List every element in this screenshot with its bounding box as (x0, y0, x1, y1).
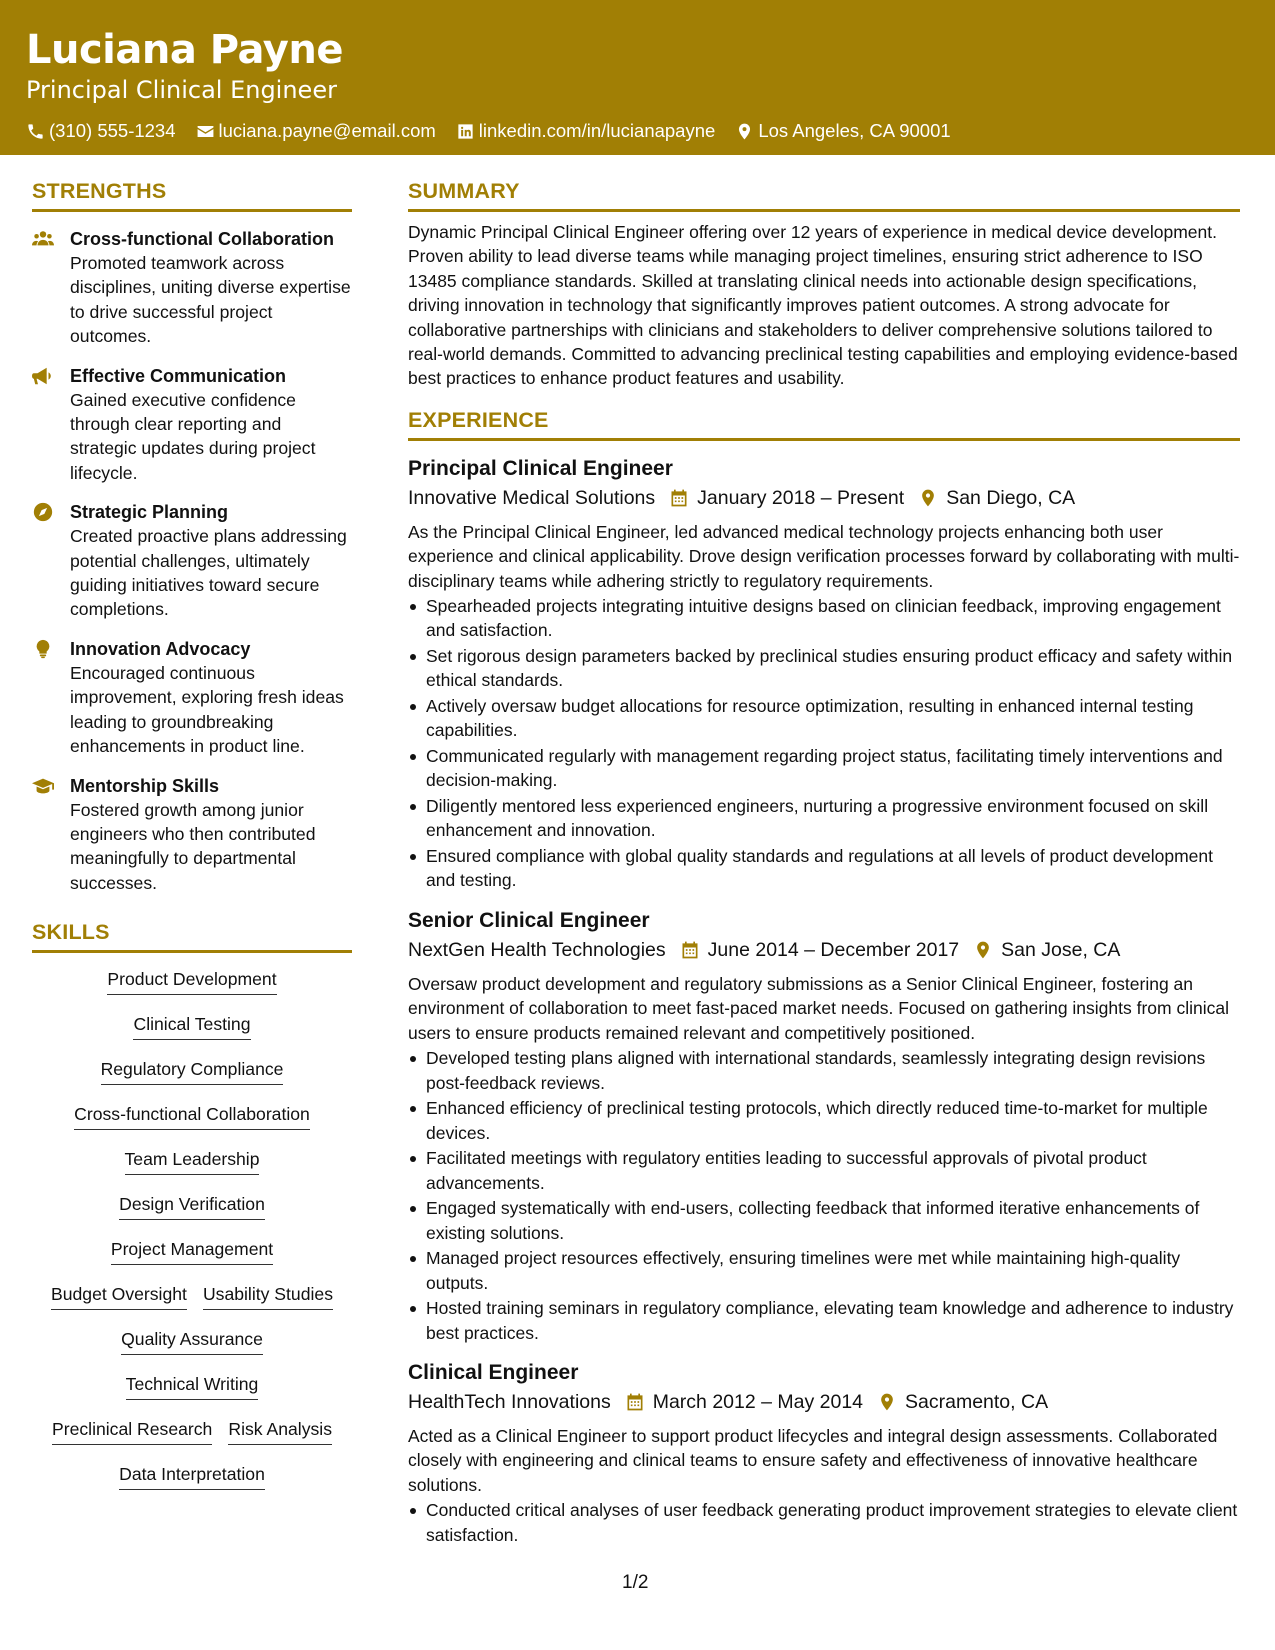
job-entry (408, 907, 1240, 1345)
strength-item (32, 227, 352, 349)
strength-title: Strategic Planning (70, 502, 229, 523)
contact-location (735, 120, 950, 142)
skills-list (32, 967, 352, 1507)
company-name: NextGen Health Technologies (408, 938, 666, 961)
strengths-heading: STRENGTHS (32, 178, 352, 212)
job-description: Oversaw product development and regulatory submissions as a Senior Clinical Engineer, fostering an environment of collaboration to meet fast-paced market needs. Focused on gathering insights from clinical users to ensure products remained relevant and competitively positioned. (408, 973, 1229, 1043)
job-location (918, 484, 1075, 512)
calendar-icon (625, 1392, 645, 1412)
calendar-icon (669, 488, 689, 508)
summary-text: Dynamic Principal Clinical Engineer offering over 12 years of experience in medical device development. Proven ability to lead diverse teams while managing project timelines, ensuring strict adherence to ISO 13485 compliance standards. Skilled at translating clinical needs into actionable design specifications, driving innovation in technology that significantly improves patient outcomes. A strong advocate for collaborative partnerships with clinicians and stakeholders to deliver comprehensive solutions tailored to real-world demands. Committed to advancing preclinical testing capabilities and employing evidence-based best practices to enhance product features and usability. (408, 222, 1238, 389)
left-column (32, 178, 352, 1507)
bullet-item: Hosted training seminars in regulatory compliance, elevating team knowledge and adherence to industry best practices. (408, 1296, 1240, 1345)
skill-tag: Budget Oversight (51, 1282, 187, 1310)
contact-bar (26, 120, 1275, 142)
bullet-item: Actively oversaw budget allocations for resource optimization, resulting in enhanced internal testing capabilities. (408, 694, 1240, 743)
strength-title: Mentorship Skills (70, 775, 220, 796)
strength-desc: Created proactive plans addressing potential challenges, ultimately guiding initiatives toward secure completions. (70, 526, 347, 620)
company-name: HealthTech Innovations (408, 1390, 611, 1413)
job-entry (408, 1359, 1240, 1547)
job-dates (625, 1388, 863, 1416)
skill-tag: Clinical Testing (133, 1012, 250, 1040)
job-location (973, 936, 1120, 964)
job-location (877, 1388, 1048, 1416)
bullet-item: Conducted critical analyses of user feedback generating product improvement strategies to elevate client satisfaction. (408, 1498, 1240, 1547)
skill-tag: Quality Assurance (121, 1327, 263, 1355)
company-name: Innovative Medical Solutions (408, 486, 656, 509)
skills-heading: SKILLS (32, 919, 352, 953)
skill-tag: Regulatory Compliance (101, 1057, 284, 1085)
page-number: 1/2 (622, 1572, 649, 1593)
strength-desc: Fostered growth among junior engineers who then contributed meaningfully to departmental successes. (70, 799, 316, 893)
job-company (408, 1388, 611, 1416)
map-pin-icon (735, 122, 754, 141)
dates-text: June 2014 – December 2017 (707, 938, 960, 961)
job-dates (680, 936, 960, 964)
location-text: San Jose, CA (1001, 938, 1121, 961)
skill-tag: Preclinical Research (52, 1417, 212, 1445)
strength-item (32, 364, 352, 486)
graduation-cap-icon (32, 776, 54, 796)
bullet-item: Diligently mentored less experienced engineers, nurturing a progressive environment focused on skill enhancement and innovation. (408, 794, 1240, 843)
strength-item (32, 500, 352, 622)
users-icon (32, 229, 54, 249)
megaphone-icon (32, 366, 54, 386)
job-title: Clinical Engineer (408, 1360, 579, 1384)
bullet-item: Engaged systematically with end-users, collecting feedback that informed iterative enhancements of existing solutions. (408, 1196, 1240, 1245)
skill-tag: Cross-functional Collaboration (74, 1102, 310, 1130)
strength-title: Effective Communication (70, 365, 287, 386)
job-bullets (408, 1046, 1240, 1345)
map-pin-icon (877, 1392, 897, 1412)
linkedin-text[interactable]: linkedin.com/in/lucianapayne (478, 120, 716, 141)
envelope-icon (196, 122, 215, 141)
candidate-title: Principal Clinical Engineer (26, 76, 337, 104)
skill-tag: Team Leadership (125, 1147, 260, 1175)
candidate-name: Luciana Payne (26, 27, 343, 73)
contact-phone (26, 120, 176, 142)
right-column (408, 178, 1240, 1548)
experience-heading: EXPERIENCE (408, 407, 1240, 441)
job-title: Senior Clinical Engineer (408, 908, 650, 932)
location-text: San Diego, CA (946, 486, 1076, 509)
contact-linkedin[interactable] (456, 120, 716, 142)
job-company (408, 936, 666, 964)
bullet-item: Spearheaded projects integrating intuitive designs based on clinician feedback, improving engagement and satisfaction. (408, 594, 1240, 643)
dates-text: January 2018 – Present (697, 486, 905, 509)
strength-item (32, 637, 352, 759)
strength-desc: Encouraged continuous improvement, exploring fresh ideas leading to groundbreaking enhancements in product line. (70, 662, 344, 757)
skill-tag: Design Verification (119, 1192, 265, 1220)
strength-item (32, 774, 352, 896)
bullet-item: Facilitated meetings with regulatory entities leading to successful approvals of pivotal product advancements. (408, 1146, 1240, 1195)
skill-tag: Usability Studies (203, 1282, 333, 1310)
bullet-item: Set rigorous design parameters backed by preclinical studies ensuring product efficacy and safety within ethical standards. (408, 644, 1240, 693)
bullet-item: Ensured compliance with global quality standards and regulations at all levels of product development and testing. (408, 844, 1240, 893)
compass-icon (32, 502, 54, 522)
email-text[interactable]: luciana.payne@email.com (218, 120, 436, 141)
bullet-item: Communicated regularly with management regarding project status, facilitating timely interventions and decision-making. (408, 744, 1240, 793)
job-meta (408, 484, 1240, 512)
job-title: Principal Clinical Engineer (408, 456, 673, 480)
bullet-item: Managed project resources effectively, ensuring timelines were met while maintaining high-quality outputs. (408, 1246, 1240, 1295)
dates-text: March 2012 – May 2014 (652, 1390, 864, 1413)
skill-tag: Risk Analysis (228, 1417, 332, 1445)
lightbulb-icon (32, 639, 54, 659)
experience-section (408, 407, 1240, 1547)
strength-title: Cross-functional Collaboration (70, 229, 335, 249)
resume-header (0, 0, 1275, 155)
map-pin-icon (973, 940, 993, 960)
location-text: Sacramento, CA (905, 1390, 1049, 1413)
linkedin-icon (456, 122, 475, 141)
strength-desc: Promoted teamwork across disciplines, uniting diverse expertise to drive successful project outcomes. (70, 253, 351, 347)
location-text: Los Angeles, CA 90001 (758, 120, 951, 141)
strength-desc: Gained executive confidence through clear reporting and strategic updates during project lifecycle. (70, 389, 316, 483)
bullet-item: Developed testing plans aligned with international standards, seamlessly integrating design revisions post-feedback reviews. (408, 1046, 1240, 1095)
job-dates (669, 484, 904, 512)
strength-title: Innovation Advocacy (70, 638, 251, 659)
job-company (408, 484, 655, 512)
job-bullets (408, 1498, 1240, 1547)
job-entry (408, 455, 1240, 893)
job-meta (408, 936, 1240, 964)
bullet-item: Enhanced efficiency of preclinical testing protocols, which directly reduced time-to-market for multiple devices. (408, 1096, 1240, 1145)
job-bullets (408, 594, 1240, 893)
skill-tag: Data Interpretation (119, 1462, 265, 1490)
phone-icon (26, 122, 45, 141)
phone-text: (310) 555-1234 (49, 120, 176, 141)
map-pin-icon (918, 488, 938, 508)
job-description: As the Principal Clinical Engineer, led advanced medical technology projects enhancing both user experience and clinical applicability. Drove design verification processes forward by collaborating with multi-disciplinary teams while adhering strictly to regulatory requirements. (408, 521, 1240, 591)
contact-email[interactable] (196, 120, 436, 142)
job-description: Acted as a Clinical Engineer to support product lifecycles and integral design assessments. Collaborated closely with engineering and clinical teams to ensure safety and effectiveness of innovative healthcare solutions. (408, 1425, 1218, 1495)
summary-heading: SUMMARY (408, 178, 1240, 212)
skill-tag: Product Development (107, 967, 276, 995)
skill-tag: Project Management (111, 1237, 273, 1265)
skill-tag: Technical Writing (126, 1372, 259, 1400)
job-meta (408, 1388, 1240, 1416)
calendar-icon (680, 940, 700, 960)
